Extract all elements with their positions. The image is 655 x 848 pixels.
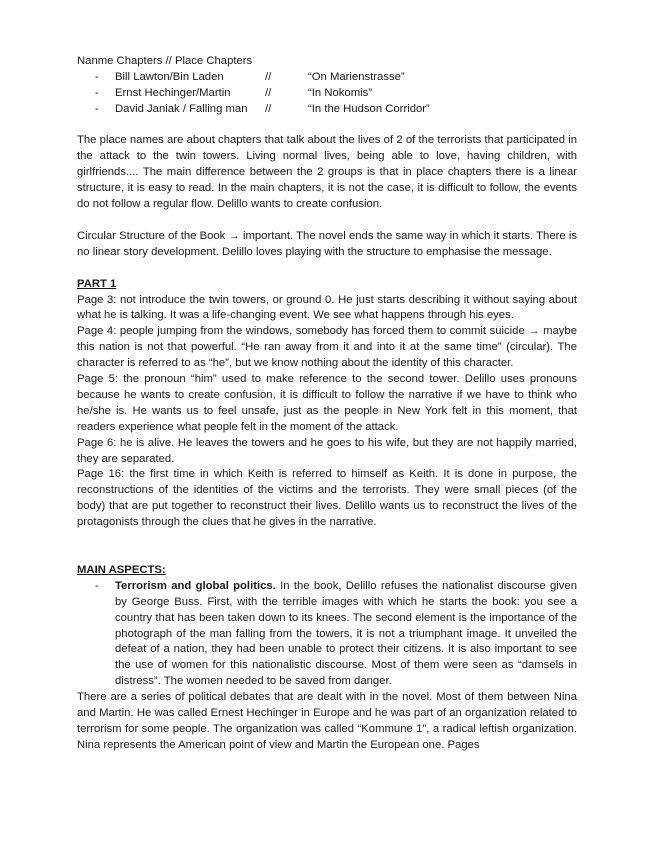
part1-paragraph: Page 6: he is alive. He leaves the towers and he goes to his wife, but they are not happily married, they are separated. xyxy=(77,436,577,465)
paragraph-political-debates: There are a series of political debates that are dealt with in the novel. Most of them between Nina and Martin. He was called Ernest Hechinger in Europe and he was part of an organization related to terrorism for some people. The organization was called “Kommune 1”, a radical leftish organization. Nina represents the American point of view and Martin the European one. Pages xyxy=(77,691,577,751)
chapters-heading: Nanme Chapters // Place Chapters xyxy=(77,55,253,67)
paragraph-place-names: The place names are about chapters that talk about the lives of 2 of the terrorists that participated in the attack to the twin towers. Living normal lives, being able to love, having children, with girlfriends.... The main difference between the 2 groups is that in place chapters there is a linear structure, it is easy to read. In the main chapters, it is not the case, it is difficult to follow, the events do not follow a regular flow. Delillo wants to create confusion. xyxy=(77,134,577,211)
aspect-text: In the book, Delillo refuses the nationalist discourse given by George Buss. First, with the terrible images with which he starts the book: you see a country that has been taken down to its knees. The second element is the importance of the photograph of the man falling from the towers, it is not a triumphant image. It unveiled the defeat of a nation, they had been unable to protect their citizens. It is also important to see the use of women for this nationalistic discourse. Most of them were seen as “damsels in distress”. The women needed to be saved from danger. xyxy=(115,579,577,688)
part1-paragraph: Page 4: people jumping from the windows, somebody has forced them to commit suicide → maybe this nation is not that powerful. “He ran away from it and into it at the same time” (circular). The character is referred to as “he”, but we know nothing about the identity of this character. xyxy=(77,325,577,370)
bullet-dash: - xyxy=(95,70,99,83)
chapter-place: “In Nokomis” xyxy=(308,86,373,99)
chapter-separator: // xyxy=(265,102,272,115)
bullet-dash: - xyxy=(95,579,99,592)
aspect-text-block xyxy=(115,579,577,690)
bullet-dash: - xyxy=(95,86,99,99)
chapter-row xyxy=(77,86,577,102)
part1-paragraph: Page 16: the first time in which Keith is referred to himself as Keith. It is done in purpose, the reconstructions of the identities of the victims and the terrorists. They were small pieces (of the body) that are put together to reconstruct their lives. Delillo wants us to reconstruct the lives of the protagonists through the clues that he gives in the narrative. xyxy=(77,468,577,529)
aspect-bullet xyxy=(77,579,577,690)
aspect-title: Terrorism and global politics. xyxy=(115,579,276,592)
bullet-dash: - xyxy=(95,102,99,115)
document-body xyxy=(77,54,577,754)
chapter-separator: // xyxy=(265,86,272,99)
chapter-separator: // xyxy=(265,70,272,83)
part1-paragraph: Page 3: not introduce the twin towers, or ground 0. He just starts describing it without saying about what he is talking. It was a life-changing event. We see what happens through his eyes. xyxy=(77,293,577,322)
chapter-row xyxy=(77,70,577,86)
chapter-name: Bill Lawton/Bin Laden xyxy=(115,70,224,83)
chapters-list xyxy=(77,70,577,118)
chapter-name: Ernst Hechinger/Martin xyxy=(115,86,231,99)
paragraph-circular-structure: Circular Structure of the Book → important. The novel ends the same way in which it starts. There is no linear story development. Delillo loves playing with the structure to emphasise the message. xyxy=(77,229,577,258)
part1-paragraph: Page 5: the pronoun “him” used to make reference to the second tower. Delillo uses pronouns because he wants to create confusion, it is difficult to follow the narrative if we have to think who he/she is. He wants us to feel unsafe, just as the people in New York felt in this moment, that readers experience what people felt in the moment of the attack. xyxy=(77,373,577,433)
chapter-place: “In the Hudson Corridor” xyxy=(308,102,430,115)
main-aspects-heading: MAIN ASPECTS: xyxy=(77,563,166,576)
part1-heading: PART 1 xyxy=(77,277,117,290)
chapter-name: David Janiak / Falling man xyxy=(115,102,248,115)
chapter-row xyxy=(77,102,577,118)
chapter-place: “On Marienstrasse” xyxy=(308,70,405,83)
